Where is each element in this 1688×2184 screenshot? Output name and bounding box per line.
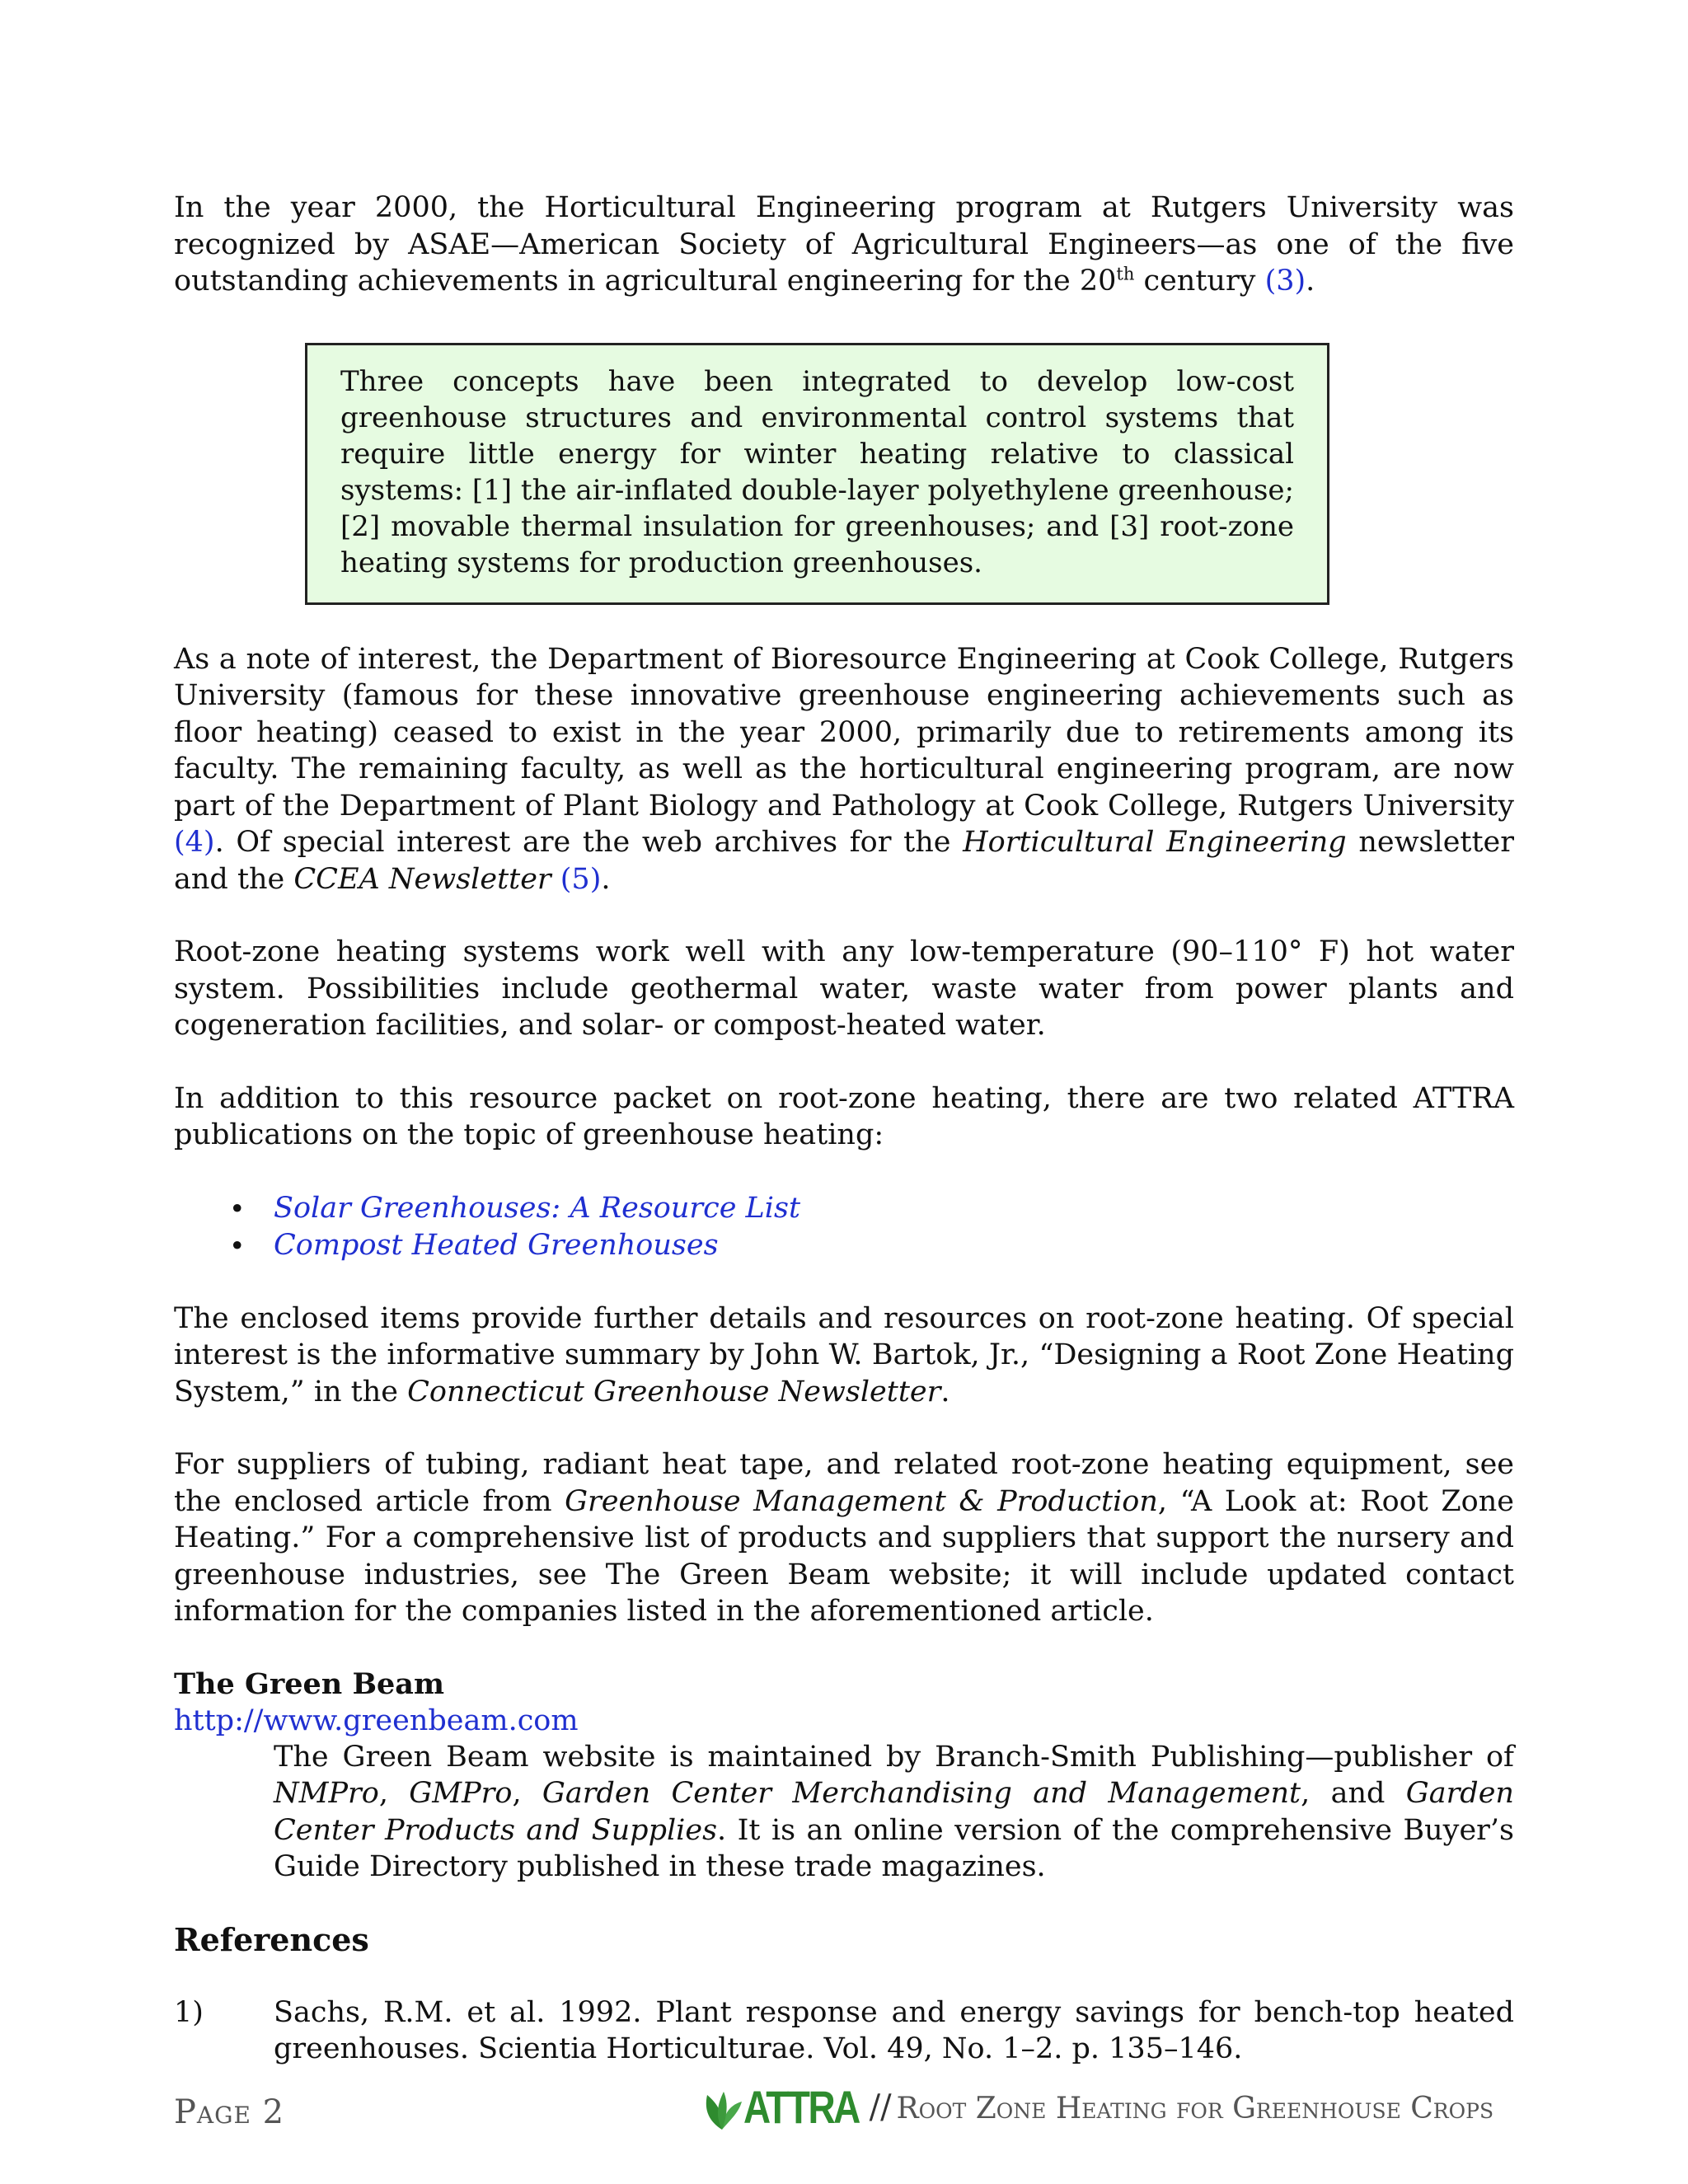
publication-list bbox=[174, 1190, 1514, 1264]
reference-link-4[interactable]: (4) bbox=[174, 826, 215, 859]
intro-end: . bbox=[1306, 265, 1315, 298]
separator: , bbox=[378, 1777, 410, 1810]
note-text-d bbox=[551, 863, 560, 896]
reference-text: Sachs, R.M. et al. 1992. Plant response and energy savings for bench-top heated greenhouses. Scientia Horticulturae. Vol. 49, No. 1–2. p. 135–146. bbox=[274, 1995, 1514, 2065]
note-paragraph bbox=[174, 641, 1514, 898]
separator: , and bbox=[1301, 1777, 1406, 1810]
rootzone-paragraph: Root-zone heating systems work well with any low-temperature (90–110° F) hot water system. Possibilities include geothermal water, waste water from power plants and cogeneration facilities, and solar- or compost-heated water. bbox=[174, 935, 1514, 1042]
main-content bbox=[174, 190, 1514, 2068]
magazine-title: Garden Center Products and Supplies bbox=[274, 1777, 1514, 1847]
note-text: As a note of interest, the Department of Bioresource Engineering at Cook College, Rutgers University (famous for these innovative greenhouse engineering achievements such as floor heating) ceased to exist in the year 2000, primarily due to retirements among its faculty. The remaining faculty, as well as the horticultural engineering program, are now part of the Department of Plant Biology and Pathology at Cook College, Rutgers University bbox=[174, 642, 1514, 823]
reference-link-3[interactable]: (3) bbox=[1264, 265, 1306, 298]
page-number: Page 2 bbox=[174, 2093, 285, 2131]
leaf-icon bbox=[701, 2088, 743, 2131]
intro-text: In the year 2000, the Horticultural Engineering program at Rutgers University was recognized by ASAE—American Society of Agricultural Engineers—as one of the five outstanding achievements in agricultural engineering for the 20 bbox=[174, 191, 1514, 298]
publication-link-compost[interactable]: Compost Heated Greenhouses bbox=[274, 1228, 719, 1262]
green-beam-title: The Green Beam bbox=[174, 1666, 445, 1701]
green-beam-desc-text-b: . It is an online version of the comprehensive Buyer’s Guide Directory published in these trade magazines. bbox=[274, 1813, 1514, 1883]
reference-link-5[interactable]: (5) bbox=[560, 862, 602, 896]
attra-logo bbox=[701, 2083, 870, 2131]
newsletter-title-horticultural: Horticultural Engineering bbox=[963, 826, 1347, 859]
note-text-b: . Of special interest are the web archives for the bbox=[214, 826, 964, 859]
magazine-title: NMPro bbox=[274, 1777, 379, 1810]
superscript-th: th bbox=[1116, 264, 1135, 284]
suppliers-text: For suppliers of tubing, radiant heat tape, and related root-zone heating equipment, see the enclosed article from bbox=[174, 1448, 1514, 1518]
footer-title: Root Zone Heating for Greenhouse Crops bbox=[896, 2092, 1494, 2125]
magazine-title-gmp: Greenhouse Management & Production bbox=[565, 1484, 1158, 1518]
newsletter-title-ccea: CCEA Newsletter bbox=[293, 862, 551, 896]
green-beam-url-link[interactable]: http://www.greenbeam.com bbox=[174, 1704, 579, 1737]
magazine-title: Garden Center Merchandising and Management bbox=[542, 1777, 1301, 1810]
reference-number: 1) bbox=[174, 1995, 204, 2029]
callout-text: Three concepts have been integrated to develop low-cost greenhouse structures and environmental control systems that require little energy for winter heating relative to classical systems: [1] the air-inflated double-layer polyethylene greenhouse; [2] movable thermal insulation for greenhouses; and [3] root-zone heating systems for production greenhouses. bbox=[340, 364, 1294, 579]
magazine-title: GMPro bbox=[409, 1777, 513, 1810]
note-text-c: newsletter and the bbox=[174, 826, 1514, 896]
green-beam-desc-text: The Green Beam website is maintained by Branch-Smith Publishing—publisher of bbox=[274, 1740, 1514, 1774]
addition-paragraph: In addition to this resource packet on root-zone heating, there are two related ATTRA publications on the topic of greenhouse heating: bbox=[174, 1081, 1514, 1151]
separator: , bbox=[512, 1777, 542, 1810]
intro-text-b: century bbox=[1134, 265, 1265, 298]
footer-brand bbox=[701, 2083, 1493, 2131]
enclosed-end: . bbox=[940, 1375, 950, 1408]
attra-logo-text: ATTRA bbox=[743, 2081, 859, 2133]
list-item bbox=[174, 1190, 1514, 1227]
publication-link-solar[interactable]: Solar Greenhouses: A Resource List bbox=[274, 1191, 801, 1225]
enclosed-paragraph bbox=[174, 1301, 1514, 1411]
reference-item bbox=[174, 1994, 1514, 2068]
enclosed-text: The enclosed items provide further details and resources on root-zone heating. Of special interest is the informative summary by John W. Bartok, Jr., “Designing a Root Zone Heating System,” in the bbox=[174, 1301, 1514, 1408]
footer-separator: // bbox=[869, 2088, 892, 2126]
suppliers-paragraph bbox=[174, 1446, 1514, 1630]
intro-paragraph bbox=[174, 190, 1514, 300]
callout-box bbox=[305, 343, 1329, 605]
list-item bbox=[174, 1227, 1514, 1264]
newsletter-title-connecticut: Connecticut Greenhouse Newsletter bbox=[407, 1375, 941, 1408]
green-beam-description bbox=[274, 1739, 1514, 1886]
note-end: . bbox=[601, 862, 611, 896]
references-heading: References bbox=[174, 1920, 369, 1958]
suppliers-text-b: , “A Look at: Root Zone Heating.” For a comprehensive list of products and suppliers that support the nursery and greenhouse industries, see The Green Beam website; it will include updated contact information for the companies listed in the aforementioned article. bbox=[174, 1484, 1514, 1628]
